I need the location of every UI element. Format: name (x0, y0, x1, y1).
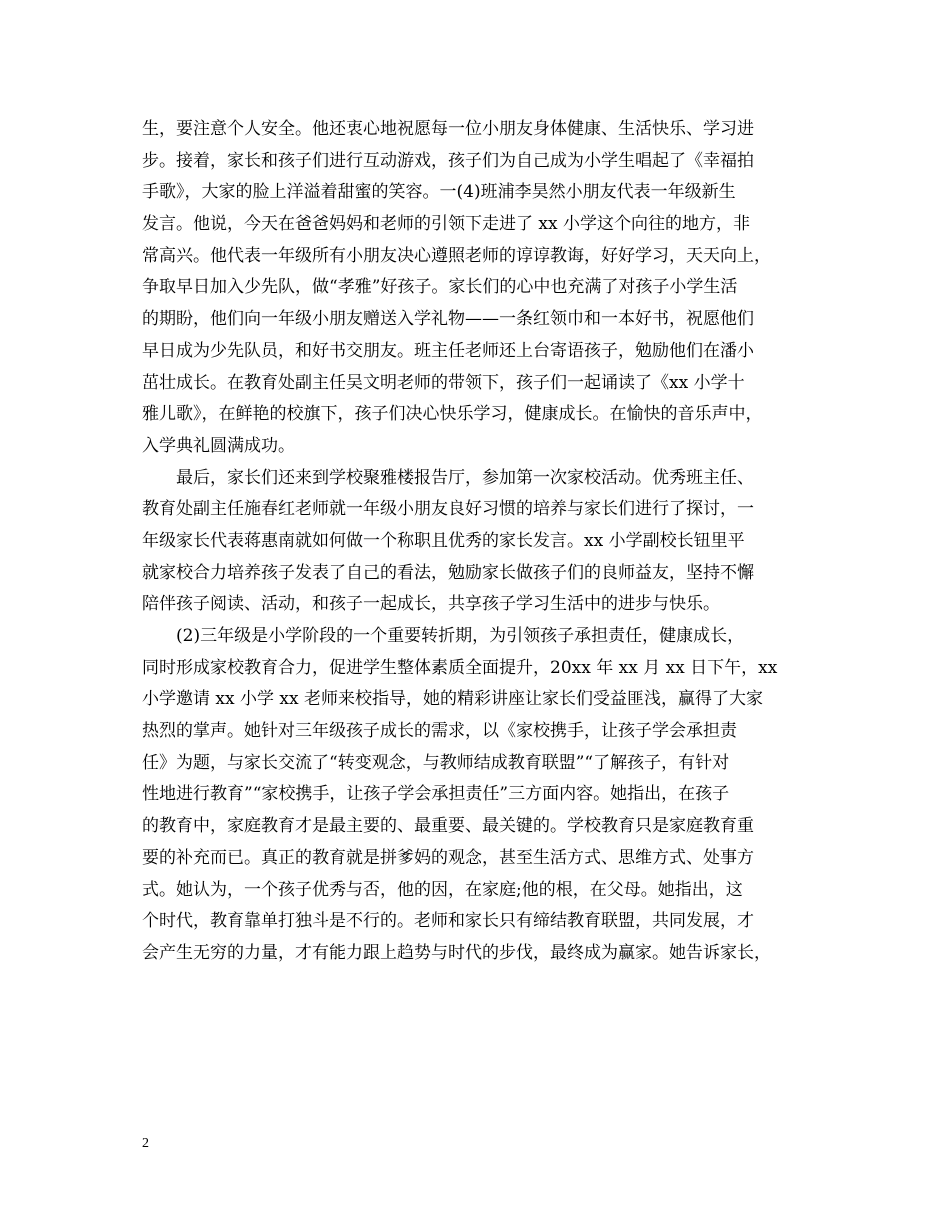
text-line: 年级家长代表蒋惠南就如何做一个称职且优秀的家长发言。xx 小学副校长钮里平 (142, 530, 745, 551)
text-line: 早日成为少先队员，和好书交朋友。班主任老师还上台寄语孩子，勉励他们在潘小 (142, 340, 754, 361)
text-line: 性地进行教育”“家校携手，让孩子学会承担责任”三方面内容。她指出，在孩子 (142, 784, 730, 805)
body-text (142, 114, 826, 970)
text-line: 的期盼，他们向一年级小朋友赠送入学礼物——一条红领巾和一本好书，祝愿他们 (142, 309, 754, 330)
text-line: 要的补充而已。真正的教育就是拼爹妈的观念，甚至生活方式、思维方式、处事方 (142, 847, 754, 868)
text-line: 式。她认为，一个孩子优秀与否，他的因，在家庭;他的根，在父母。她指出，这 (142, 879, 743, 900)
text-line: 发言。他说，今天在爸爸妈妈和老师的引领下走进了 xx 小学这个向往的地方，非 (142, 214, 750, 235)
text-line: 热烈的掌声。她针对三年级孩子成长的需求，以《家校携手，让孩子学会承担责 (142, 721, 737, 742)
text-line: 陪伴孩子阅读、活动，和孩子一起成长，共享孩子学习生活中的进步与快乐。 (142, 594, 720, 615)
text-line: 教育处副主任施春红老师就一年级小朋友良好习惯的培养与家长们进行了探讨，一 (142, 499, 754, 520)
text-line: 就家校合力培养孩子发表了自己的看法，勉励家长做孩子们的良师益友，坚持不懈 (142, 562, 754, 583)
paragraph-start-line: 最后，家长们还来到学校聚雅楼报告厅，参加第一次家校活动。优秀班主任、 (142, 467, 754, 488)
text-line: 手歌》，大家的脸上洋溢着甜蜜的笑容。一(4)班浦李昊然小朋友代表一年级新生 (142, 182, 736, 203)
text-line: 会产生无穷的力量，才有能力跟上趋势与时代的步伐，最终成为赢家。她告诉家长， (142, 942, 771, 963)
paragraph-start-line: (2)三年级是小学阶段的一个重要转折期，为引领孩子承担责任，健康成长， (142, 626, 745, 646)
text-line: 入学典礼圆满成功。 (142, 435, 295, 456)
text-line: 个时代，教育靠单打独斗是不行的。老师和家长只有缔结教育联盟，共同发展，才 (142, 911, 754, 932)
text-line: 生，要注意个人安全。他还衷心地祝愿每一位小朋友身体健康、生活快乐、学习进 (142, 119, 754, 139)
text-line: 雅儿歌》，在鲜艳的校旗下，孩子们决心快乐学习，健康成长。在愉快的音乐声中， (142, 404, 763, 425)
text-line: 同时形成家校教育合力，促进学生整体素质全面提升，20xx 年 xx 月 xx 日下午，xx (142, 657, 778, 678)
text-line: 任》为题，与家长交流了“转变观念，与教师结成教育联盟”“了解孩子，有针对 (142, 752, 730, 773)
text-line: 茁壮成长。在教育处副主任吴文明老师的带领下，孩子们一起诵读了《xx 小学十 (142, 372, 745, 393)
text-line: 常高兴。他代表一年级所有小朋友决心遵照老师的谆谆教诲，好好学习，天天向上， (142, 245, 771, 266)
text-line: 步。接着，家长和孩子们进行互动游戏，孩子们为自己成为小学生唱起了《幸福拍 (142, 150, 754, 171)
text-line: 的教育中，家庭教育才是最主要的、最重要、最关键的。学校教育只是家庭教育重 (142, 816, 754, 837)
text-line: 小学邀请 xx 小学 xx 老师来校指导，她的精彩讲座让家长们受益匪浅，赢得了大家 (142, 689, 763, 710)
text-line: 争取早日加入少先队，做“孝雅”好孩子。家长们的心中也充满了对孩子小学生活 (142, 277, 738, 298)
page-number: 2 (142, 1136, 149, 1151)
